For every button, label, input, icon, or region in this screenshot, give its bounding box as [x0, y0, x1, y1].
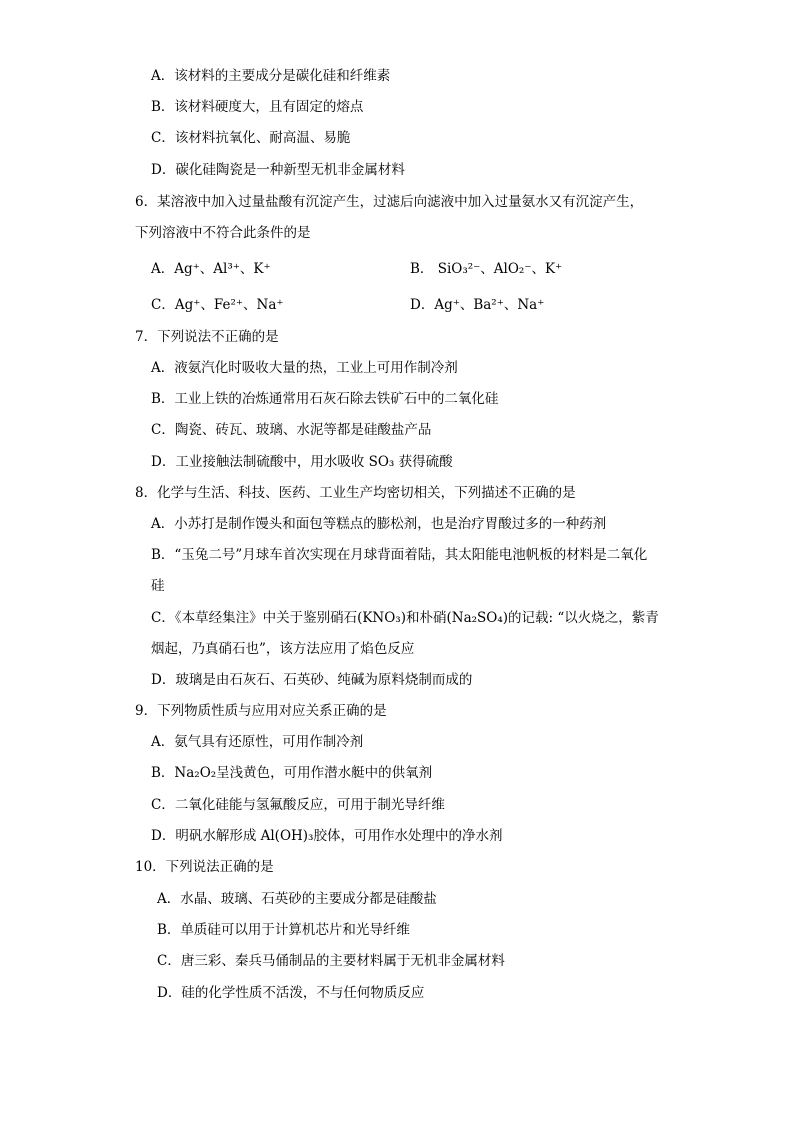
q6-option-c: C．Ag⁺、Fe²⁺、Na⁺ — [151, 297, 284, 313]
q6-option-a: A．Ag⁺、Al³⁺、K⁺ — [151, 261, 271, 277]
q8-option-a: A．小苏打是制作馒头和面包等糕点的膨松剂，也是治疗胃酸过多的一种药剂 — [151, 516, 607, 532]
q10-option-b: B．单质硅可以用于计算机芯片和光导纤维 — [157, 922, 410, 938]
q10-stem: 10．下列说法正确的是 — [135, 859, 274, 875]
q8-option-c-line1: C．《本草经集注》中关于鉴别硝石(KNO₃)和朴硝(Na₂SO₄)的记载: “以火烧之，紫青 — [151, 610, 659, 626]
q10-option-d: D．硅的化学性质不活泼，不与任何物质反应 — [157, 985, 425, 1001]
q10-option-a: A．水晶、玻璃、石英砂的主要成分都是硅酸盐 — [157, 891, 437, 907]
q7-option-c: C．陶瓷、砖瓦、玻璃、水泥等都是硅酸盐产品 — [151, 422, 432, 438]
q8-stem: 8．化学与生活、科技、医药、工业生产均密切相关，下列描述不正确的是 — [135, 485, 576, 501]
q9-option-d: D．明矾水解形成 Al(OH)₃胶体，可用作水处理中的净水剂 — [151, 828, 503, 844]
q7-option-d: D．工业接触法制硫酸中，用水吸收 SO₃ 获得硫酸 — [151, 454, 453, 470]
q6-stem-line2: 下列溶液中不符合此条件的是 — [135, 225, 311, 241]
q6-stem-line1: 6．某溶液中加入过量盐酸有沉淀产生，过滤后向滤液中加入过量氨水又有沉淀产生， — [135, 194, 644, 210]
q8-option-d: D．玻璃是由石灰石、石英砂、纯碱为原料烧制而成的 — [151, 672, 473, 688]
q7-stem: 7．下列说法不正确的是 — [135, 329, 279, 345]
q10-option-c: C．唐三彩、秦兵马俑制品的主要材料属于无机非金属材料 — [157, 953, 505, 969]
q6-option-d: D．Ag⁺、Ba²⁺、Na⁺ — [410, 297, 545, 313]
q5-option-a: A．该材料的主要成分是碳化硅和纤维素 — [151, 68, 391, 84]
q8-option-c-line2: 烟起，乃真硝石也”，该方法应用了焰色反应 — [151, 641, 415, 657]
q9-stem: 9．下列物质性质与应用对应关系正确的是 — [135, 703, 387, 719]
q9-option-a: A．氨气具有还原性，可用作制冷剂 — [151, 734, 364, 750]
q9-option-c: C．二氧化硅能与氢氟酸反应，可用于制光导纤维 — [151, 797, 445, 813]
q9-option-b: B．Na₂O₂呈浅黄色，可用作潜水艇中的供氧剂 — [151, 765, 433, 781]
q7-option-b: B．工业上铁的冶炼通常用石灰石除去铁矿石中的二氧化硅 — [151, 391, 499, 407]
q8-option-b-line2: 硅 — [151, 578, 165, 594]
q6-option-b: B． SiO₃²⁻、AlO₂⁻、K⁺ — [410, 261, 563, 277]
q5-option-d: D．碳化硅陶瓷是一种新型无机非金属材料 — [151, 162, 405, 178]
q7-option-a: A．液氨汽化时吸收大量的热，工业上可用作制冷剂 — [151, 360, 458, 376]
q5-option-c: C．该材料抗氧化、耐高温、易脆 — [151, 130, 351, 146]
q8-option-b-line1: B．“玉兔二号”月球车首次实现在月球背面着陆，其太阳能电池帆板的材料是二氧化 — [151, 547, 648, 563]
q5-option-b: B．该材料硬度大，且有固定的熔点 — [151, 99, 364, 115]
